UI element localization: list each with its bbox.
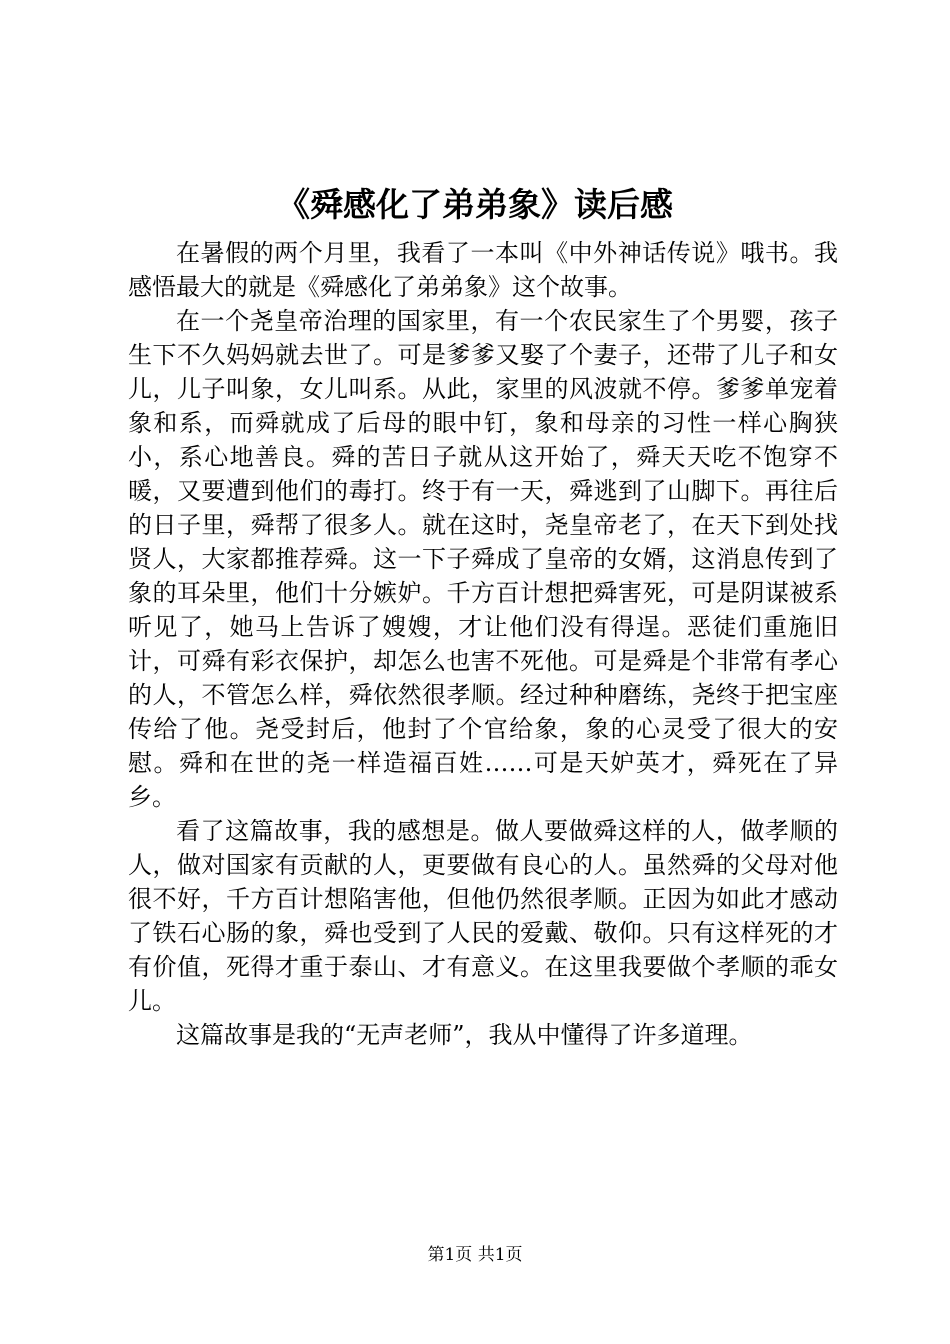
paragraph-4: 这篇故事是我的“无声老师”，我从中懂得了许多道理。 — [176, 1021, 753, 1049]
page-number-footer: 第1页 共1页 — [427, 1245, 523, 1265]
paragraph-1: 在暑假的两个月里，我看了一本叫《中外神话传说》哦书。我感悟最大的就是《舜感化了弟弟象》这个故事。 — [128, 239, 838, 301]
paragraph-3: 看了这篇故事，我的感想是。做人要做舜这样的人，做孝顺的人，做对国家有贡献的人，更要做有良心的人。虽然舜的父母对他很不好，千方百计想陷害他，但他仍然很孝顺。正因为如此才感动了铁石心肠的象，舜也受到了人民的爱戴、敬仰。只有这样死的才有价值，死得才重于泰山、才有意义。在这里我要做个孝顺的乖女儿。 — [128, 817, 838, 1015]
document-body — [128, 236, 838, 1052]
paragraph-2: 在一个尧皇帝治理的国家里，有一个农民家生了个男婴，孩子生下不久妈妈就去世了。可是爹爹又娶了个妻子，还带了儿子和女儿，儿子叫象，女儿叫系。从此，家里的风波就不停。爹爹单宠着象和系，而舜就成了后母的眼中钉，象和母亲的习性一样心胸狭小，系心地善良。舜的苦日子就从这开始了，舜天天吃不饱穿不暖，又要遭到他们的毒打。终于有一天，舜逃到了山脚下。再往后的日子里，舜帮了很多人。就在这时，尧皇帝老了，在天下到处找贤人，大家都推荐舜。这一下子舜成了皇帝的女婿，这消息传到了象的耳朵里，他们十分嫉妒。千方百计想把舜害死，可是阴谋被系听见了，她马上告诉了嫂嫂，才让他们没有得逞。恶徒们重施旧计，可舜有彩衣保护，却怎么也害不死他。可是舜是个非常有孝心的人，不管怎么样，舜依然很孝顺。经过种种磨练，尧终于把宝座传给了他。尧受封后，他封了个官给象，象的心灵受了很大的安慰。舜和在世的尧一样造福百姓……可是天妒英才，舜死在了异乡。 — [128, 307, 838, 811]
document-title: 《舜感化了弟弟象》读后感 — [277, 185, 673, 224]
